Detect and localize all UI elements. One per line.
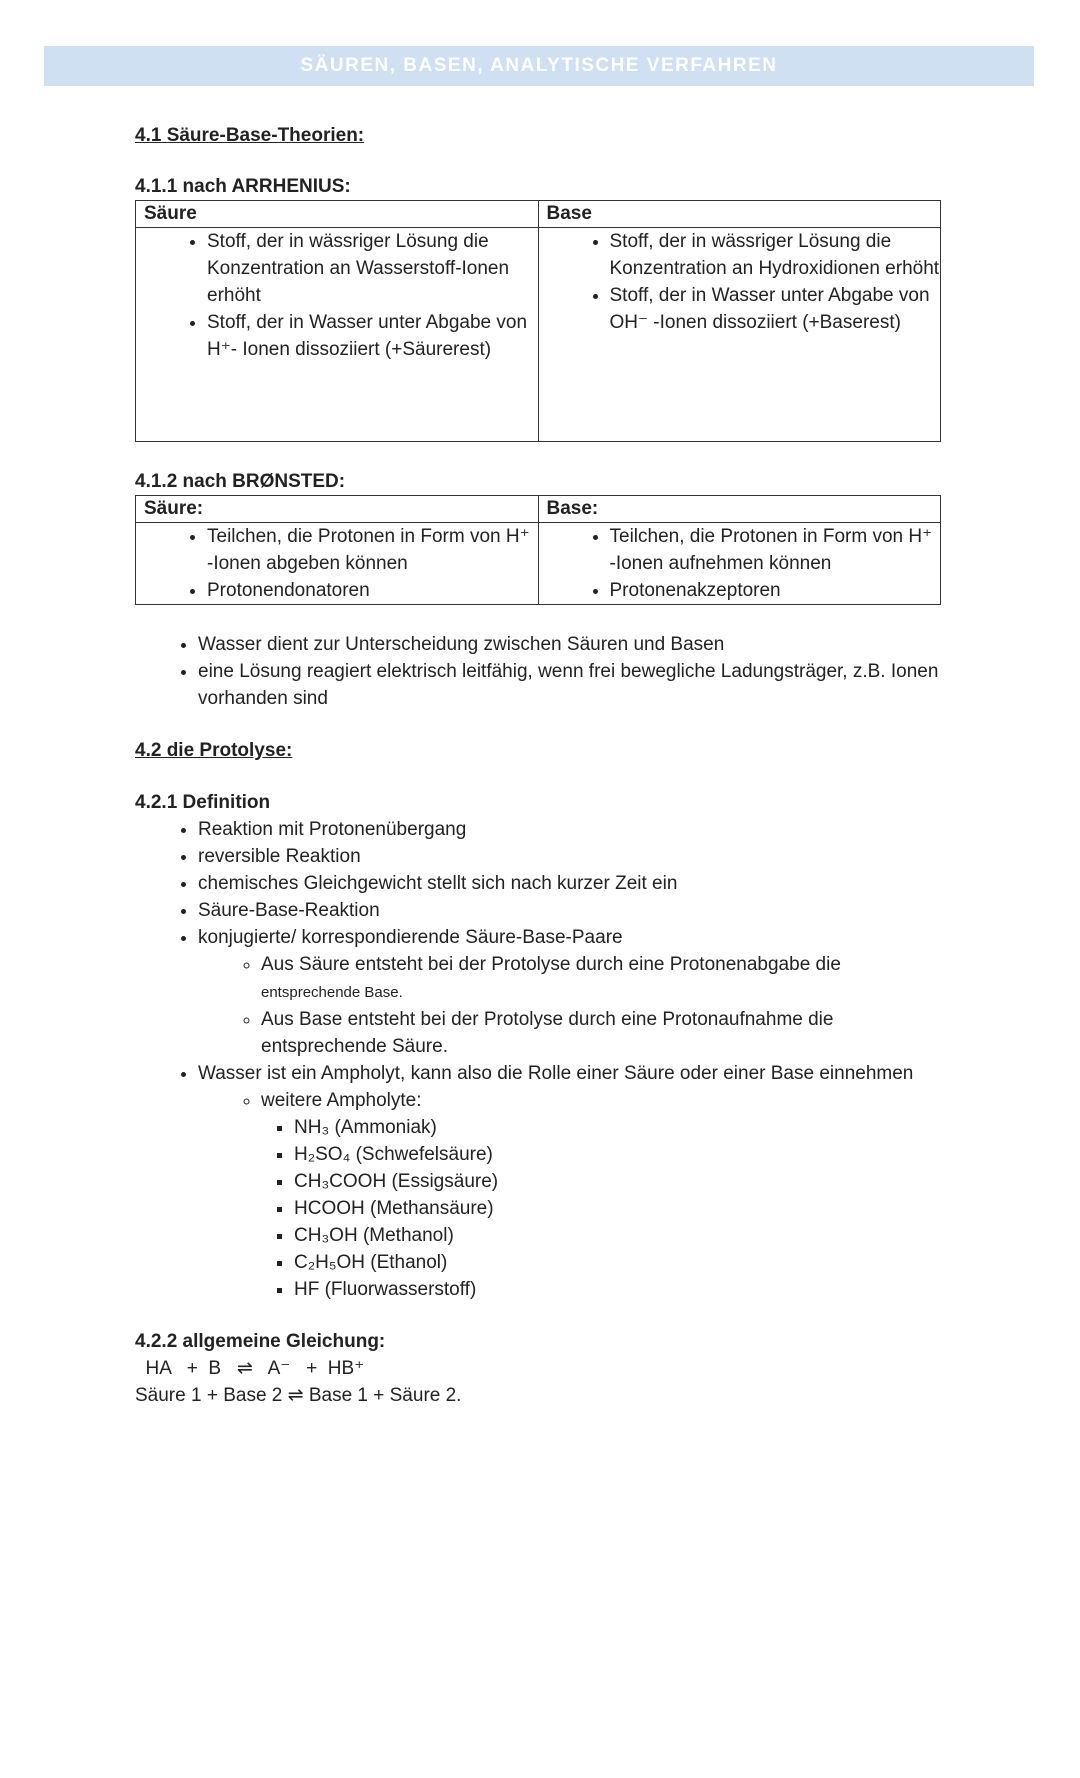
list-item (261, 1087, 945, 1303)
equation-symbols: HA + B ⇌ A⁻ + HB⁺ (135, 1358, 365, 1379)
list-item: • Stoff, der in Wasser unter Abgabe von H⁺- Ionen dissoziiert (+Säurerest) (207, 309, 538, 363)
pair-acid-text: Aus Säure entsteht bei der Protolyse durch eine Protonenabgabe die (261, 954, 841, 975)
water-ampholyte-text: Wasser ist ein Ampholyt, kann also die Rolle einer Säure oder einer Base einnehmen (198, 1063, 914, 1084)
bronsted-acid-header: Säure: (136, 496, 539, 523)
list-item: • Stoff, der in Wasser unter Abgabe von OH⁻ -Ionen dissoziiert (+Baserest) (610, 282, 941, 336)
definition-list (135, 816, 945, 1303)
equation-title: 4.2.2 allgemeine Gleichung: (135, 1331, 386, 1352)
arrhenius-base-header: Base (538, 201, 941, 228)
arrhenius-acid-header: Säure (136, 201, 539, 228)
more-ampholytes-label: weitere Ampholyte: (261, 1090, 422, 1111)
pairs-label: konjugierte/ korrespondierende Säure-Base-Paare (198, 927, 623, 948)
list-item: • Stoff, der in wässriger Lösung die Konzentration an Hydroxidionen erhöht (610, 228, 941, 282)
list-item: • chemisches Gleichgewicht stellt sich nach kurzer Zeit ein (198, 870, 945, 897)
pairs-sublist (198, 951, 945, 1060)
section-4-2-title: 4.2 die Protolyse: (135, 740, 293, 761)
bronsted-title: 4.1.2 nach BRØNSTED: (135, 471, 346, 492)
ampholyte-sublist (198, 1087, 945, 1303)
list-item: ▪ CH₃OH (Methanol) (294, 1222, 945, 1249)
list-item: • Wasser dient zur Unterscheidung zwischen Säuren und Basen (198, 631, 945, 658)
list-item: ◦ Aus Base entsteht bei der Protolyse durch eine Protonaufnahme die entsprechende Säure. (261, 1006, 945, 1060)
page-banner: SÄUREN, BASEN, ANALYTISCHE VERFAHREN (44, 46, 1034, 86)
list-item (198, 1060, 945, 1303)
list-item: ▪ HF (Fluorwasserstoff) (294, 1276, 945, 1303)
definition-title: 4.2.1 Definition (135, 792, 271, 813)
list-item: ▪ HCOOH (Methansäure) (294, 1195, 945, 1222)
equation-words: Säure 1 + Base 2 ⇌ Base 1 + Säure 2. (135, 1385, 462, 1406)
pair-acid-text-cont: entsprechende Base. (261, 984, 403, 1001)
list-item: • Reaktion mit Protonenübergang (198, 816, 945, 843)
bronsted-base-header: Base: (538, 496, 941, 523)
list-item: ▪ C₂H₅OH (Ethanol) (294, 1249, 945, 1276)
list-item (198, 924, 945, 1060)
notes-list (135, 631, 945, 712)
list-item: • Säure-Base-Reaktion (198, 897, 945, 924)
list-item: ▪ CH₃COOH (Essigsäure) (294, 1168, 945, 1195)
list-item: • reversible Reaktion (198, 843, 945, 870)
list-item: • eine Lösung reagiert elektrisch leitfähig, wenn frei bewegliche Ladungsträger, z.B. Ionen vorhanden sind (198, 658, 945, 712)
list-item: • Teilchen, die Protonen in Form von H⁺ -Ionen abgeben können (207, 523, 538, 577)
arrhenius-table (135, 200, 941, 442)
arrhenius-title: 4.1.1 nach ARRHENIUS: (135, 176, 351, 197)
document-body (135, 122, 945, 1409)
list-item (261, 951, 945, 1006)
list-item: • Stoff, der in wässriger Lösung die Konzentration an Wasserstoff-Ionen erhöht (207, 228, 538, 309)
list-item: • Teilchen, die Protonen in Form von H⁺ -Ionen aufnehmen können (610, 523, 941, 577)
arrhenius-acid-list (136, 228, 538, 363)
list-item: • Protonenakzeptoren (610, 577, 941, 604)
list-item: • Protonendonatoren (207, 577, 538, 604)
list-item: ▪ H₂SO₄ (Schwefelsäure) (294, 1141, 945, 1168)
arrhenius-base-list (539, 228, 941, 336)
bronsted-acid-list (136, 523, 538, 604)
section-4-1-title: 4.1 Säure-Base-Theorien: (135, 125, 365, 146)
bronsted-table (135, 495, 941, 605)
bronsted-base-list (539, 523, 941, 604)
list-item: ▪ NH₃ (Ammoniak) (294, 1114, 945, 1141)
ampholyte-list (261, 1114, 945, 1303)
